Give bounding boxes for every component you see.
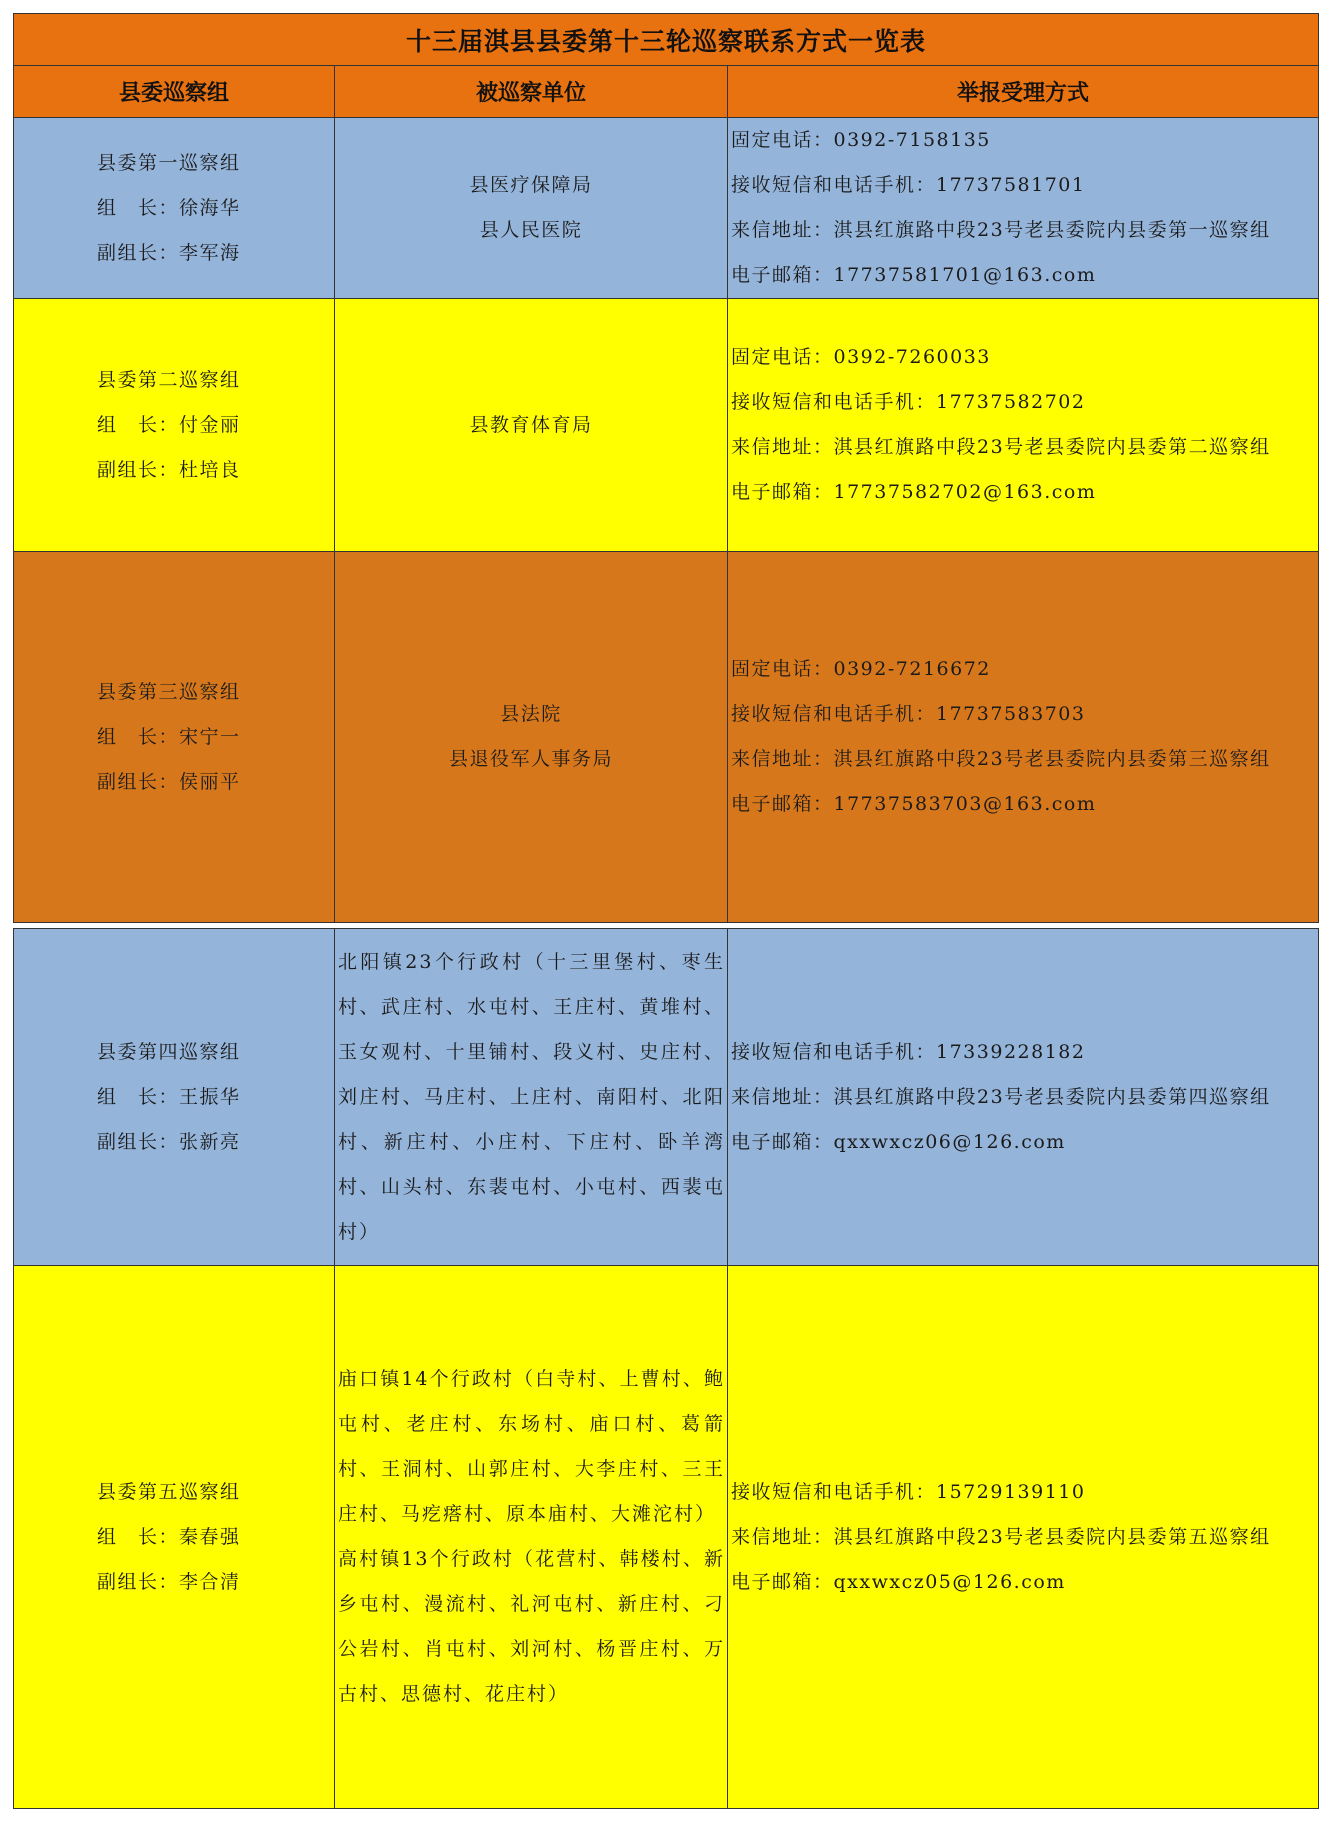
contact-mobile: 接收短信和电话手机：17339228182 [731,1040,1086,1063]
group-leader: 组 长：徐海华 [97,196,241,219]
contact-cell [728,299,1318,551]
table-row-4 [13,928,1319,1266]
contact-address: 来信地址：淇县红旗路中段23号老县委院内县委第五巡察组 [731,1525,1271,1548]
unit-cell [335,118,728,298]
contact-cell [728,1266,1318,1808]
unit-name: 县人民医院 [479,219,583,241]
unit-villages: 北阳镇23个行政村（十三里堡村、枣生村、武庄村、水屯村、王庄村、黄堆村、玉女观村、十里铺村、段义村、史庄村、刘庄村、马庄村、上庄村、南阳村、北阳村、新庄村、小庄村、下庄村、卧羊湾村、山头村、东裴屯村、小屯村、西裴屯村） [338,950,725,1243]
group-deputy: 副组长：张新亮 [97,1130,241,1153]
contact-mobile: 接收短信和电话手机：17737581701 [731,174,1086,196]
group-cell [14,118,335,298]
contact-mobile: 接收短信和电话手机：15729139110 [731,1480,1086,1503]
group-deputy: 副组长：李合清 [97,1570,241,1593]
contact-address: 来信地址：淇县红旗路中段23号老县委院内县委第一巡察组 [731,219,1271,241]
group-leader: 组 长：王振华 [97,1085,241,1108]
header-unit: 被巡察单位 [335,66,728,117]
group-deputy: 副组长：侯丽平 [97,770,241,793]
header-group: 县委巡察组 [14,66,335,117]
group-cell [14,929,335,1265]
group-name: 县委第三巡察组 [97,680,241,703]
table-title: 十三届淇县县委第十三轮巡察联系方式一览表 [405,26,926,56]
contact-email: 电子邮箱：17737582702@163.com [731,481,1097,503]
group-name: 县委第二巡察组 [97,368,241,391]
unit-name: 县教育体育局 [469,413,593,436]
contact-phone: 固定电话：0392-7260033 [731,346,991,368]
contact-address: 来信地址：淇县红旗路中段23号老县委院内县委第三巡察组 [731,748,1271,770]
unit-villages: 庙口镇14个行政村（白寺村、上曹村、鲍屯村、老庄村、东场村、庙口村、葛箭村、王洞村、山郭庄村、大李庄村、三王庄村、马疙瘩村、原本庙村、大滩沱村） [338,1368,725,1525]
contact-phone: 固定电话：0392-7216672 [731,658,991,680]
group-cell [14,552,335,922]
contact-email: 电子邮箱：qxxwxcz05@126.com [731,1570,1066,1593]
unit-name: 县医疗保障局 [469,174,593,196]
contact-cell [728,118,1318,298]
inspection-contact-table [13,13,1319,1809]
contact-email: 电子邮箱：17737581701@163.com [731,264,1097,286]
unit-name: 县法院 [500,703,562,725]
group-name: 县委第四巡察组 [97,1040,241,1063]
contact-email: 电子邮箱：qxxwxcz06@126.com [731,1130,1066,1153]
group-name: 县委第五巡察组 [97,1480,241,1503]
contact-cell [728,929,1318,1265]
unit-villages: 高村镇13个行政村（花营村、韩楼村、新乡屯村、漫流村、礼河屯村、新庄村、刁公岩村、肖屯村、刘河村、杨晋庄村、万古村、思德村、花庄村） [338,1548,725,1705]
table-row-2 [13,299,1319,552]
unit-cell [335,552,728,922]
group-leader: 组 长：付金丽 [97,413,241,436]
contact-address: 来信地址：淇县红旗路中段23号老县委院内县委第四巡察组 [731,1085,1271,1108]
contact-mobile: 接收短信和电话手机：17737583703 [731,703,1086,725]
unit-cell [335,299,728,551]
contact-phone: 固定电话：0392-7158135 [731,129,991,151]
contact-cell [728,552,1318,922]
contact-email: 电子邮箱：17737583703@163.com [731,793,1097,815]
group-deputy: 副组长：李军海 [97,241,241,264]
group-leader: 组 长：秦春强 [97,1525,241,1548]
table-header-row [13,66,1319,118]
contact-address: 来信地址：淇县红旗路中段23号老县委院内县委第二巡察组 [731,436,1271,458]
table-row-1 [13,118,1319,299]
table-title-row [13,13,1319,66]
table-row-5 [13,1266,1319,1809]
group-cell [14,1266,335,1808]
group-cell [14,299,335,551]
contact-mobile: 接收短信和电话手机：17737582702 [731,391,1086,413]
header-contact: 举报受理方式 [956,80,1089,106]
table-row-3 [13,552,1319,923]
unit-name: 县退役军人事务局 [448,748,613,770]
unit-cell [335,929,728,1265]
group-name: 县委第一巡察组 [97,151,241,174]
group-leader: 组 长：宋宁一 [97,725,241,748]
unit-cell [335,1266,728,1808]
group-deputy: 副组长：杜培良 [97,458,241,481]
